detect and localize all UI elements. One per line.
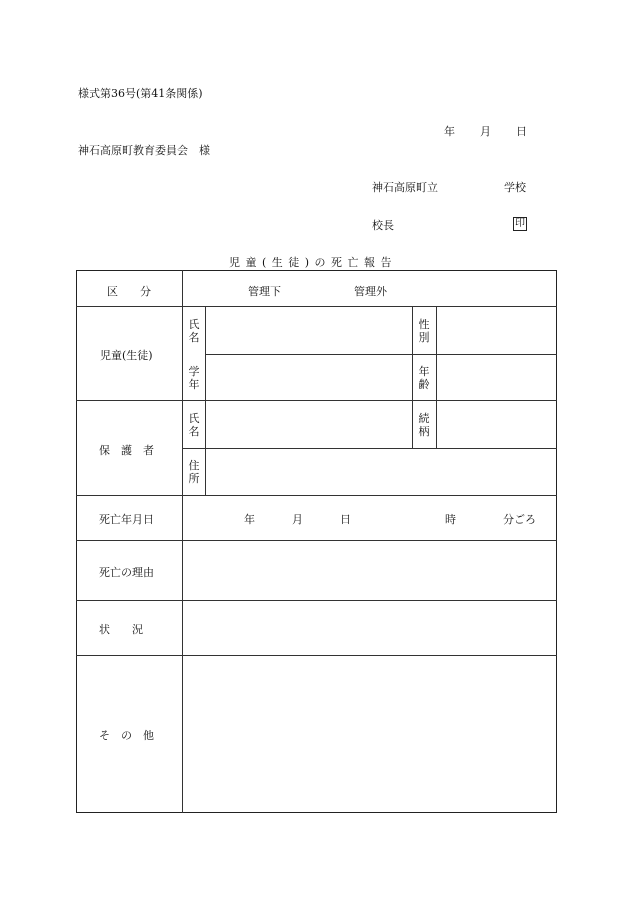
row-divider — [76, 400, 557, 401]
guardian-relationship-label: 続柄 — [418, 412, 430, 438]
category-label: 区 分 — [107, 285, 151, 298]
principal-label: 校長 — [372, 219, 394, 232]
guardian-label: 保 護 者 — [99, 444, 154, 457]
death-date-year: 年 — [244, 513, 255, 526]
situation-label: 状 況 — [99, 623, 143, 636]
document-title: 児 童 ( 生 徒 ) の 死 亡 報 告 — [229, 256, 393, 269]
date-year-label: 年 — [444, 125, 455, 138]
date-day-label: 日 — [516, 125, 527, 138]
student-gender-label: 性別 — [418, 318, 430, 344]
death-date-day: 日 — [340, 513, 351, 526]
column-divider — [205, 306, 206, 495]
form-number: 様式第36号(第41条関係) — [78, 87, 203, 100]
row-divider — [205, 354, 557, 355]
row-divider — [76, 540, 557, 541]
column-divider — [182, 270, 183, 813]
category-option-under-control: 管理下 — [248, 285, 281, 298]
reason-label: 死亡の理由 — [99, 566, 154, 579]
student-grade-label: 学年 — [188, 365, 200, 391]
row-divider — [76, 600, 557, 601]
student-age-label: 年齢 — [418, 365, 430, 391]
school-prefix: 神石高原町立 — [372, 181, 438, 194]
row-divider — [182, 448, 557, 449]
column-divider — [436, 306, 437, 448]
death-date-label: 死亡年月日 — [99, 513, 154, 526]
other-label: そ の 他 — [99, 729, 154, 742]
death-date-minute: 分ごろ — [503, 513, 536, 526]
guardian-name-label: 氏名 — [188, 412, 200, 438]
school-suffix: 学校 — [504, 181, 526, 194]
guardian-address-label: 住所 — [188, 459, 200, 485]
column-divider — [412, 306, 413, 448]
addressee: 神石高原町教育委員会 様 — [78, 144, 210, 157]
row-divider — [76, 495, 557, 496]
row-divider — [76, 306, 557, 307]
death-date-month: 月 — [292, 513, 303, 526]
date-month-label: 月 — [480, 125, 491, 138]
row-divider — [76, 655, 557, 656]
category-option-outside-control: 管理外 — [354, 285, 387, 298]
student-label: 児童(生徒) — [100, 349, 153, 362]
seal-mark: 印 — [515, 218, 525, 229]
student-name-label: 氏名 — [188, 318, 200, 344]
death-date-hour: 時 — [445, 513, 456, 526]
